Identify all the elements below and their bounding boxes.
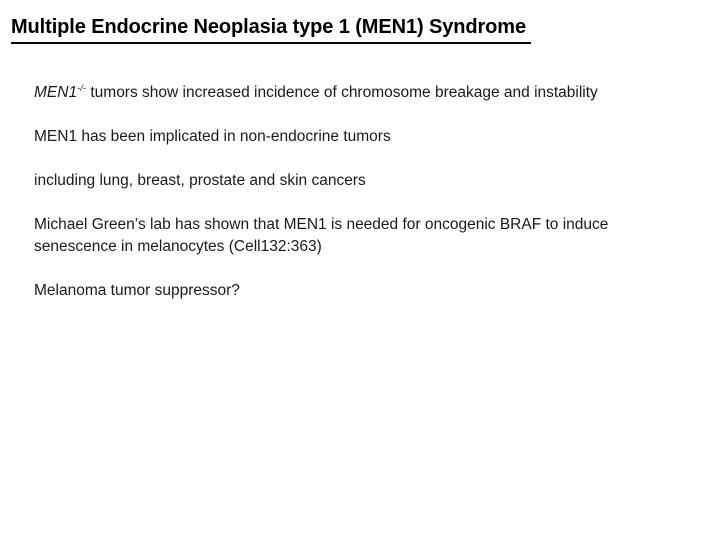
body-paragraph-non-endocrine-tumors: MEN1 has been implicated in non-endocrine tumors xyxy=(34,128,391,145)
body-paragraph-cancer-types: including lung, breast, prostate and skin cancers xyxy=(34,172,366,189)
body-paragraph-chromosome-instability xyxy=(34,82,650,104)
genotype-superscript: -/- xyxy=(77,82,87,94)
body-paragraph-michael-green-lab: Michael Green’s lab has shown that MEN1 is needed for oncogenic BRAF to induce senescence in melanocytes (Cell132:363) xyxy=(34,216,609,255)
body-paragraph-melanoma-question: Melanoma tumor suppressor? xyxy=(34,282,240,299)
paragraph-text-remainder: tumors show increased incidence of chromosome breakage and instability xyxy=(86,84,598,101)
slide-body xyxy=(34,82,650,302)
page-title: Multiple Endocrine Neoplasia type 1 (MEN1) Syndrome xyxy=(11,14,531,44)
gene-name-men1: MEN1 xyxy=(34,84,78,101)
